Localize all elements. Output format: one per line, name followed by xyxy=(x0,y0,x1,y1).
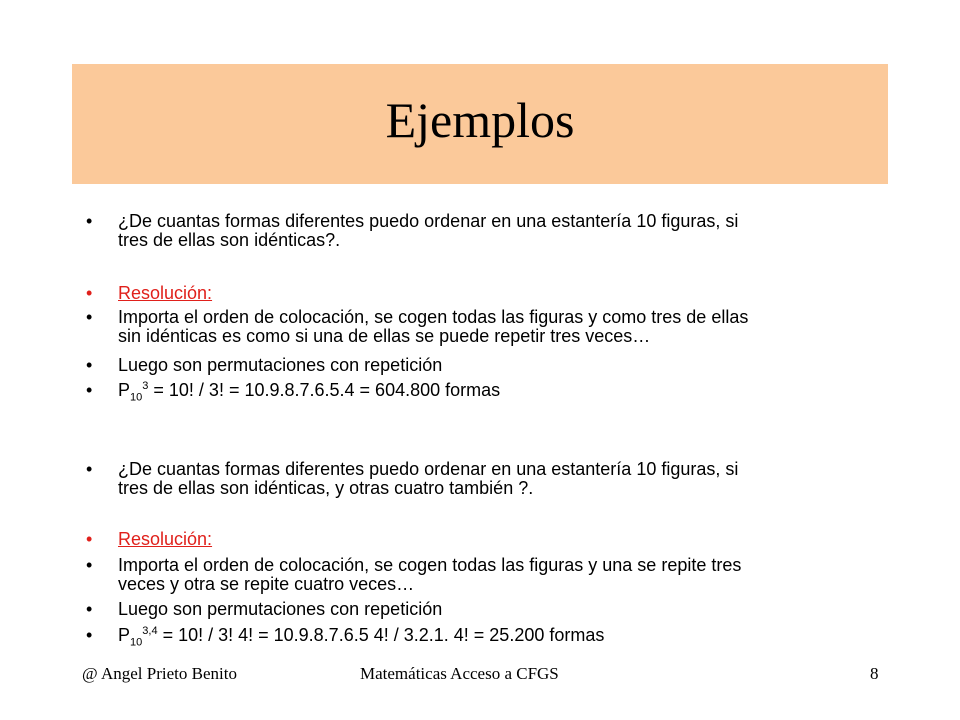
bullet-marker: • xyxy=(86,529,93,549)
footer-author: @ Angel Prieto Benito xyxy=(82,664,237,683)
bullet-marker: • xyxy=(86,625,93,645)
conclusion-1-text: Luego son permutaciones con repetición xyxy=(118,355,443,375)
explanation-1-text: Importa el orden de colocación, se cogen todas las figuras y como tres de ellas sin idénticas es como si una de ellas se puede repetir tres veces… xyxy=(118,307,749,346)
bullet-marker: • xyxy=(86,380,93,400)
bullet-marker: • xyxy=(86,307,93,327)
explanation-2-text: Importa el orden de colocación, se cogen todas las figuras y una se repite tres veces y otra se repite cuatro veces… xyxy=(118,555,742,594)
formula-1: $P_{10}^3 = 10$! / 3! = 10.9.8.7.6.5.4 = 604.800 formas xyxy=(118,380,501,404)
formula-2: $P_{10}^{3,4} = 10$! / 3! 4! = 10.9.8.7.6.5 4! / 3.2.1. 4! = 25.200 formas xyxy=(118,625,605,649)
slide-title: Ejemplos xyxy=(385,92,575,148)
resolution-label-1: Resolución: xyxy=(118,283,213,303)
bullet-marker: • xyxy=(86,355,93,375)
footer-course: Matemáticas Acceso a CFGS xyxy=(360,664,559,683)
footer-page-number: 8 xyxy=(870,664,879,683)
conclusion-2-text: Luego son permutaciones con repetición xyxy=(118,599,443,619)
bullet-marker: • xyxy=(86,283,93,303)
question-2-text: ¿De cuantas formas diferentes puedo ordenar en una estantería 10 figuras, si tres de ellas son idénticas, y otras cuatro también ?. xyxy=(118,459,739,498)
resolution-label-2: Resolución: xyxy=(118,529,213,549)
bullet-marker: • xyxy=(86,599,93,619)
bullet-marker: • xyxy=(86,211,93,231)
bullet-marker: • xyxy=(86,459,93,479)
bullet-marker: • xyxy=(86,555,93,575)
question-1-text: ¿De cuantas formas diferentes puedo ordenar en una estantería 10 figuras, si tres de ellas son idénticas?. xyxy=(118,211,739,250)
